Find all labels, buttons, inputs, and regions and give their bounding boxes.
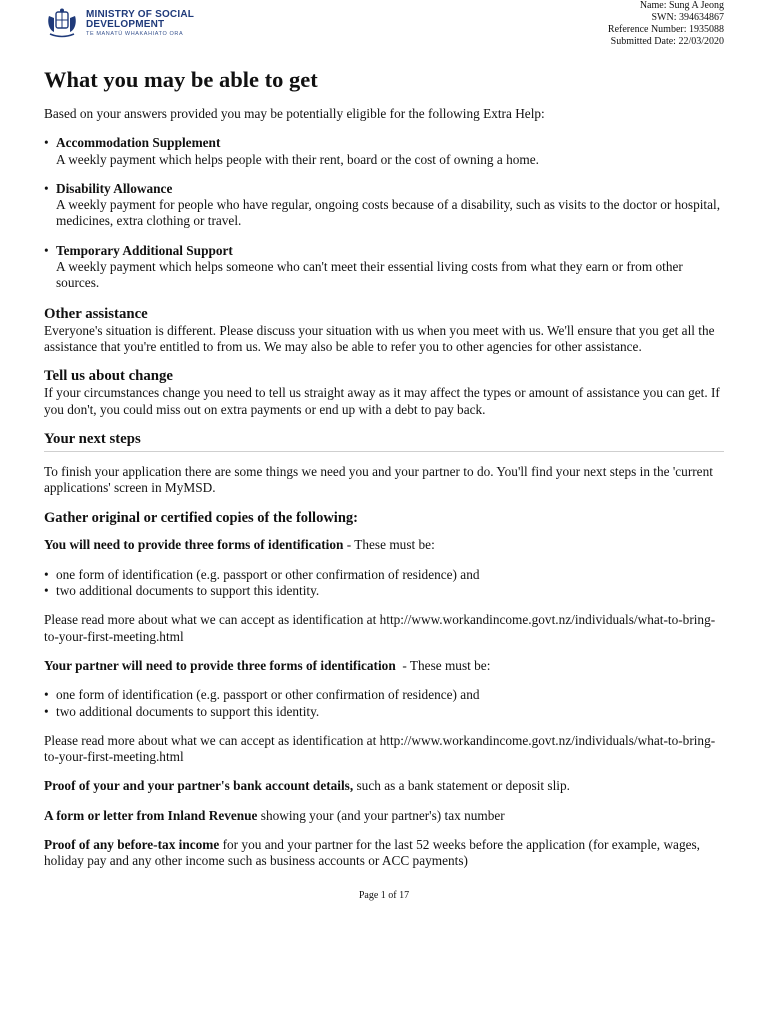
bullet-icon: • <box>44 566 49 582</box>
you-id-bold: You will need to provide three forms of identification <box>44 537 344 553</box>
applicant-swn: SWN: 394634867 <box>651 12 724 23</box>
extra-help-title: Disability Allowance <box>56 180 173 196</box>
gather-heading: Gather original or certified copies of the following: <box>44 510 358 527</box>
coat-of-arms-icon <box>44 8 80 40</box>
next-steps-text: To finish your application there are some things we need you and your partner to do. You'll find your next steps in the 'current applications' screen in MyMSD. <box>44 463 713 496</box>
other-assistance-heading: Other assistance <box>44 305 148 322</box>
income-requirement <box>44 837 724 870</box>
income-rest: for you and your partner for the last 52 weeks before the application (for example, wages, holiday pay and any other income such as business accounts or ACC payments) <box>44 837 701 869</box>
tell-change-text: If your circumstances change you need to tell us straight away as it may affect the types or amount of assistance you can get. If you don't, you could miss out on extra payments or end up with a debt to pay back. <box>44 385 720 417</box>
partner-id-read-more: Please read more about what we can accept as identification at http://www.workandincome.govt.nz/individuals/what-to-bring-to-your-first-meeting.html <box>44 732 716 765</box>
bank-bold: Proof of your and your partner's bank account details, <box>44 778 354 794</box>
income-bold: Proof of any before-tax income <box>44 837 220 853</box>
partner-id-rest: - These must be: <box>395 657 491 673</box>
bullet-icon: • <box>44 687 49 703</box>
intro-text: Based on your answers provided you may be potentially eligible for the following Extra Help: <box>44 106 545 121</box>
page-title: What you may be able to get <box>44 67 318 92</box>
applicant-name: Name: Sung A Jeong <box>639 0 724 11</box>
logo-text-line2: DEVELOPMENT <box>86 19 165 31</box>
list-item: • one form of identification (e.g. passport or other confirmation of residence) and <box>44 566 480 582</box>
ird-bold: A form or letter from Inland Revenue <box>44 807 258 823</box>
partner-id-list <box>44 687 724 720</box>
extra-help-title: Accommodation Supplement <box>56 135 221 151</box>
partner-id-bold: Your partner will need to provide three forms of identification <box>44 657 396 673</box>
bullet-icon: • <box>44 180 49 196</box>
msd-logo <box>44 8 194 40</box>
extra-help-item <box>44 135 724 168</box>
bank-rest: such as a bank statement or deposit slip. <box>353 778 570 794</box>
page-number: Page 1 of 17 <box>358 890 410 901</box>
reference-number: Reference Number: 1935088 <box>607 24 724 35</box>
extra-help-desc: A weekly payment for people who have regular, ongoing costs because of a disability, such as visits to the doctor or hospital, medicines, extra clothing or travel. <box>56 197 721 229</box>
extra-help-item <box>44 181 724 230</box>
submitted-date: Submitted Date: 22/03/2020 <box>610 36 724 47</box>
extra-help-desc: A weekly payment which helps people with their rent, board or the cost of owning a home. <box>56 151 539 167</box>
tell-change-heading: Tell us about change <box>44 368 173 385</box>
logo-text-line3: TE MANATŪ WHAKAHIATO ORA <box>86 31 184 38</box>
ird-requirement <box>44 808 724 824</box>
you-id-rest: - These must be: <box>343 537 435 553</box>
you-id-requirement <box>44 537 724 553</box>
you-id-list <box>44 567 724 600</box>
main-content <box>44 66 724 883</box>
bank-details-requirement <box>44 778 724 794</box>
extra-help-desc: A weekly payment which helps someone who can't meet their essential living costs from what they earn or from other sources. <box>56 259 683 291</box>
logo-text-line1: MINISTRY OF SOCIAL <box>86 9 195 21</box>
list-item: • two additional documents to support this identity. <box>44 703 320 719</box>
extra-help-title: Temporary Additional Support <box>56 242 233 258</box>
next-steps-heading: Your next steps <box>44 430 724 452</box>
bullet-icon: • <box>44 703 49 719</box>
bullet-icon: • <box>44 583 49 599</box>
ird-rest: showing your (and your partner's) tax number <box>257 807 505 823</box>
partner-id-requirement <box>44 658 724 674</box>
list-item: • two additional documents to support this identity. <box>44 583 320 599</box>
bullet-icon: • <box>44 135 49 151</box>
other-assistance-section <box>44 305 724 356</box>
you-id-read-more: Please read more about what we can accept as identification at http://www.workandincome.govt.nz/individuals/what-to-bring-to-your-first-meeting.html <box>44 612 716 644</box>
extra-help-item <box>44 243 724 292</box>
bullet-icon: • <box>44 242 49 258</box>
list-item: • one form of identification (e.g. passport or other confirmation of residence) and <box>44 687 480 703</box>
tell-change-section <box>44 367 724 418</box>
applicant-meta <box>608 0 724 48</box>
other-assistance-text: Everyone's situation is different. Please discuss your situation with us when you meet with us. We'll ensure that you get all the assistance that you're entitled to from us. We may also be able to refer you to other agencies for other assistance. <box>44 322 715 354</box>
